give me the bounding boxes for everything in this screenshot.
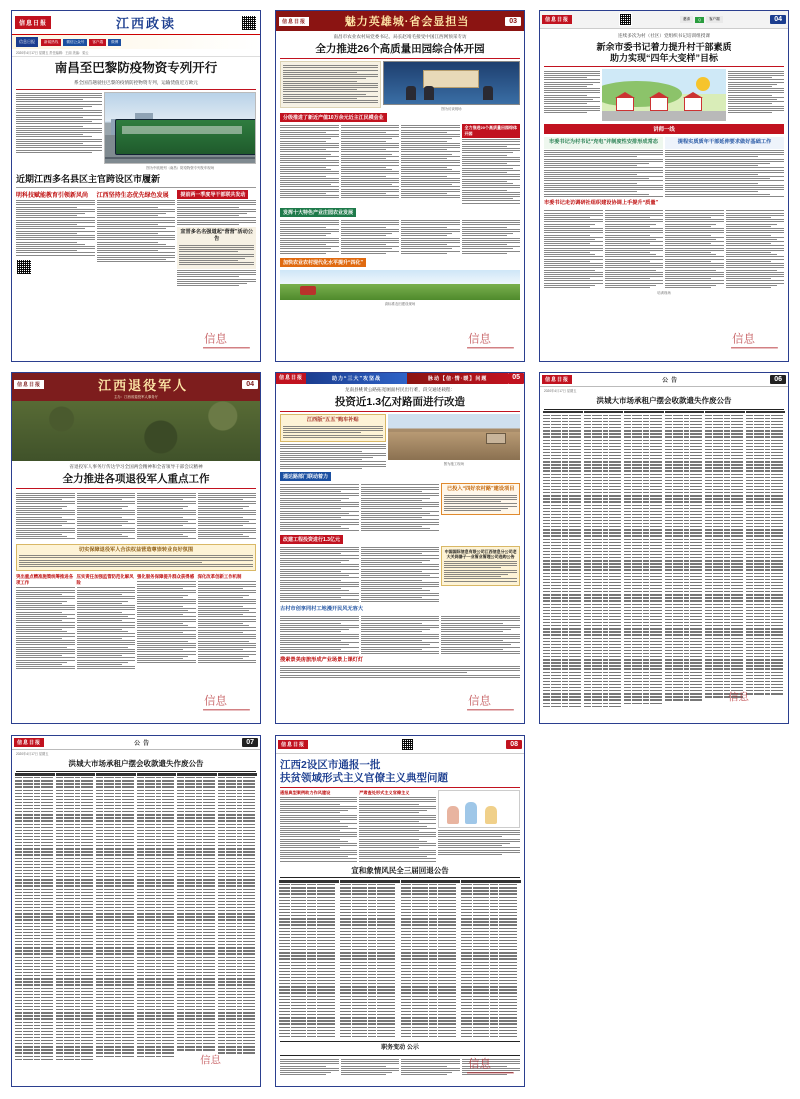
table-column	[543, 411, 583, 709]
table-row	[543, 519, 583, 521]
table-row	[543, 433, 583, 435]
table-row	[543, 572, 583, 574]
page-cell-3	[532, 6, 796, 368]
qr-code-icon[interactable]	[619, 13, 632, 26]
bottom-notice: 职务变动 公示	[381, 1045, 419, 1052]
table-row	[543, 693, 583, 695]
sub-head-3: 深化改革创新工作机制	[197, 574, 242, 580]
watermark-logo	[198, 1048, 250, 1074]
svg-text:信息: 信息	[468, 333, 491, 346]
sub-head-0: 分级推进了新近产值10万余元近主江民模会业	[280, 113, 387, 122]
masthead-sub: 主办：江西省退役军人事务厅	[113, 395, 159, 400]
newspaper-page-1[interactable]	[11, 10, 261, 362]
table-row	[543, 547, 583, 549]
page-cell-5	[268, 368, 532, 730]
table-row	[543, 523, 583, 525]
page-cell-7	[4, 731, 268, 1093]
side-head-1: 江西坚持生态优先绿色发展	[96, 192, 169, 199]
table-row	[543, 455, 583, 457]
sub-head-0: 市委书记为村书记“充电”并制度性安排形成常态	[549, 139, 658, 146]
table-row	[543, 448, 583, 450]
table-row	[543, 461, 583, 463]
newspaper-page-6[interactable]	[539, 372, 789, 724]
body-col-3	[177, 200, 256, 225]
kicker: 省退役军人事务厅传达学习全国两会精神和全省领导干部会议精神	[69, 464, 203, 470]
table-row	[543, 464, 583, 466]
table-row	[543, 560, 583, 562]
table-row	[543, 563, 583, 565]
sub-head-1: 提程实质质年干部延伸要求做好基础工作	[677, 139, 772, 146]
table-row	[543, 467, 583, 469]
table-row	[543, 609, 583, 611]
table-row	[543, 430, 583, 432]
qr-code-icon[interactable]	[241, 15, 257, 31]
secondary-headline: 近期江西多名县区主官跨设区市履新	[16, 173, 161, 184]
page-number: 04	[242, 380, 258, 389]
sub-head-5: 搜索景美房旅形成产业场景上课灯灯	[280, 657, 364, 664]
table-row	[543, 640, 583, 642]
watermark-logo	[202, 327, 254, 353]
table-row	[543, 674, 583, 676]
watermark-logo	[726, 685, 778, 711]
table-column	[177, 773, 217, 1061]
newspaper-page-5[interactable]	[275, 372, 525, 724]
sub-head-1: 已投入“四好农村路”建设项目	[446, 486, 515, 493]
body-col-1	[16, 200, 95, 256]
table-row	[543, 507, 583, 509]
page-number: 06	[770, 375, 786, 384]
notice-title: 宣和象情风民全三届回退公告	[351, 865, 449, 875]
table-row	[15, 777, 55, 779]
nav-item-2[interactable]: 客户端	[706, 16, 723, 23]
banner-title: 魅力英雄城·省会显担当	[344, 16, 470, 28]
watermark-logo	[466, 689, 518, 715]
band-left: 助力“三大”攻坚战	[306, 373, 407, 384]
table-row	[543, 541, 583, 543]
banner-2	[276, 11, 524, 31]
page-title: 全力推进各项退役军人重点工作	[62, 473, 210, 486]
table-row	[543, 458, 583, 460]
page-title: 新余市委书记着力提升村干部素质	[596, 41, 732, 52]
table-row	[543, 501, 583, 503]
train-photo	[104, 92, 256, 164]
table-row	[543, 532, 583, 534]
body-col-3	[401, 125, 460, 198]
page-title-line2: 扶贫领域形式主义官僚主义典型问题	[280, 771, 448, 784]
table-row	[543, 628, 583, 630]
page-cell-empty	[532, 731, 796, 1093]
table-row	[543, 699, 583, 701]
table-row	[543, 634, 583, 636]
supplement-title: 江西退役军人	[98, 378, 189, 394]
column-head-0: 提前两一季度导干部联共发动	[177, 190, 248, 199]
photo-caption: 图为中欧班列（南昌）防疫物资专列发车现场	[146, 165, 215, 170]
table-row	[543, 659, 583, 661]
lead-text-column	[16, 93, 102, 153]
table-row	[543, 439, 583, 441]
table-row	[543, 414, 583, 416]
table-row	[543, 510, 583, 512]
sub-head-0: 通达路部门联动着力	[280, 472, 331, 481]
table-row	[543, 476, 583, 478]
table-column	[96, 773, 136, 1061]
photo-caption: 培训现场	[657, 291, 671, 296]
bottom-caption: 高标准农田建设现场	[384, 302, 416, 307]
paper-flag: 信息日报	[15, 16, 51, 29]
photo-caption: 图为施工现场	[443, 462, 464, 467]
top-nav[interactable]	[680, 16, 723, 23]
body-col-4	[462, 139, 521, 203]
nav-item-3[interactable]: 微博	[108, 39, 121, 46]
page-title-line2: 助力实现“四年大变样”目标	[609, 53, 718, 64]
table-column	[15, 773, 55, 1061]
page-number: 04	[770, 15, 786, 24]
table-row	[543, 603, 583, 605]
brand-band	[12, 35, 260, 49]
page-cell-2	[268, 6, 532, 368]
table-column	[665, 411, 705, 709]
table-row	[543, 656, 583, 658]
table-row	[543, 622, 583, 624]
table-row	[543, 690, 583, 692]
newspaper-page-3[interactable]	[539, 10, 789, 362]
table-row	[543, 485, 583, 487]
svg-text:信息: 信息	[204, 695, 227, 708]
table-row	[543, 473, 583, 475]
newspaper-page-7[interactable]	[11, 735, 261, 1087]
table-column	[137, 773, 177, 1061]
notice-box	[177, 227, 256, 269]
table-row	[543, 544, 583, 546]
table-row	[543, 662, 583, 664]
sub-head-1: 压实责任加强监管防范化解风险	[76, 574, 134, 586]
paper-flag: 信息日报	[14, 738, 44, 747]
page-title: 投资近1.3亿对路面进行改造	[334, 396, 466, 409]
svg-text:信息: 信息	[732, 333, 755, 346]
sub-head-2: 市委书记走访调研社组织建设协调上手提升“质量”	[544, 199, 659, 206]
table-row	[543, 606, 583, 608]
newspaper-page-2[interactable]	[275, 10, 525, 362]
village-illustration	[602, 69, 727, 121]
table-row	[543, 489, 583, 491]
qr-code-icon[interactable]	[401, 738, 414, 751]
promo-title: 江西版“五五”购车补贴	[306, 417, 359, 424]
sub-head-4: 古村市创享同村工地漫开民风无容大	[280, 605, 364, 612]
body-col-2	[97, 200, 176, 262]
page-title: 全力推进26个高质量田园综合体开园	[315, 42, 485, 55]
masthead-4	[12, 373, 260, 401]
table-row	[543, 492, 583, 494]
page-title: 洪城大市场承租户摆会收款遗失作废公告	[596, 396, 732, 406]
svg-text:信息: 信息	[468, 1058, 491, 1071]
body-col-4	[177, 270, 256, 286]
farmland-photo	[280, 270, 520, 300]
paper-flag: 信息日报	[278, 740, 308, 749]
announcement-table	[12, 773, 260, 1061]
table-column	[746, 411, 786, 709]
table-row	[543, 671, 583, 673]
table-row	[543, 653, 583, 655]
camo-banner-photo	[12, 401, 260, 461]
body-col-2	[341, 125, 400, 198]
table-row	[543, 581, 583, 583]
band-right: 脉动【信·情·暖】问题	[407, 373, 508, 384]
sub-head-3: 加快农业农村现代化水平提升“四化”	[280, 258, 366, 267]
table-row	[543, 526, 583, 528]
photo-caption: 图为访谈现场	[441, 107, 462, 112]
table-row	[543, 588, 583, 590]
table-row	[543, 600, 583, 602]
svg-text:信息: 信息	[200, 1055, 221, 1067]
table-row	[543, 513, 583, 515]
interview-photo	[383, 61, 520, 105]
body-col-1	[280, 125, 339, 198]
table-row	[543, 643, 583, 645]
table-row	[543, 612, 583, 614]
page-cell-1	[4, 6, 268, 368]
table-column	[624, 411, 664, 709]
watermark-logo	[466, 1052, 518, 1078]
paper-flag: 信息日报	[542, 375, 572, 384]
watermark-logo	[466, 327, 518, 353]
newspaper-page-4[interactable]	[11, 372, 261, 724]
editorial-cartoon	[438, 790, 520, 828]
qr-code-icon-footer[interactable]	[16, 259, 32, 275]
nav-links[interactable]	[41, 39, 121, 46]
table-row	[543, 427, 583, 429]
table-row	[543, 683, 583, 685]
column-head-1: 宣晋多名名强道起“营营”活动公告	[180, 229, 253, 243]
table-row	[543, 424, 583, 426]
page-title: 江西2设区市通报一批	[280, 758, 381, 771]
side-head-0: 明科技赋能教育引领新风尚	[16, 192, 89, 199]
section-ribbon: 讲师一线	[544, 124, 784, 134]
kicker: 南昌市农业农村局党委书记、局长赵靖毛接受中国江西网预采专访	[333, 34, 467, 39]
table-row	[543, 575, 583, 577]
table-row	[543, 470, 583, 472]
table-row	[543, 482, 583, 484]
table-row	[543, 535, 583, 537]
table-row	[543, 550, 583, 552]
page-title: 南昌至巴黎防疫物资专列开行	[54, 61, 218, 75]
sub-head-0: 通报典型案例助力作风建设	[280, 789, 331, 795]
nav-item-2[interactable]: 客户端	[89, 39, 106, 46]
table-row	[543, 417, 583, 419]
highlight-box	[16, 544, 256, 572]
banner-note: 切实保障退役军人合法权益营造尊崇转业良好氛围	[78, 546, 194, 553]
sub-head-2: 强化服务保障提升群众获得感	[137, 574, 195, 580]
table-row	[543, 687, 583, 689]
table-row	[543, 569, 583, 571]
table-row	[543, 702, 583, 704]
table-row	[543, 618, 583, 620]
sub-head-2: 发挥十大特色产业庄园农业发展	[280, 208, 356, 217]
search-icon[interactable]: Q	[695, 17, 704, 23]
table-column	[584, 411, 624, 709]
table-column	[56, 773, 96, 1061]
table-row	[543, 578, 583, 580]
table-row	[543, 584, 583, 586]
nav-item-0[interactable]: 新闻热线	[41, 39, 61, 46]
dateline: 2020年4月17日 星期五	[544, 389, 577, 394]
table-row	[543, 696, 583, 698]
lead-text-column	[283, 65, 378, 103]
announcement-table	[540, 411, 788, 709]
kicker: 连续多次为村（社区）党组织书记培训组授课	[618, 33, 710, 38]
brand-badge: 信息日报	[16, 37, 38, 47]
table-row	[543, 554, 583, 556]
page-number: 08	[506, 740, 522, 749]
table-column	[218, 773, 258, 1061]
table-row	[543, 445, 583, 447]
nav-item-1[interactable]: 微信公众号	[63, 39, 87, 46]
sub-head-1: 严肃查处形式主义官僚主义	[359, 789, 410, 795]
svg-text:信息: 信息	[204, 333, 227, 346]
dateline: 2020年4月17日 星期五	[16, 751, 49, 756]
table-row	[543, 591, 583, 593]
page-cell-6	[532, 368, 796, 730]
table-row	[543, 420, 583, 422]
table-row	[543, 615, 583, 617]
table-row	[543, 442, 583, 444]
table-row	[543, 557, 583, 559]
newspaper-page-8[interactable]	[275, 735, 525, 1087]
table-row	[543, 631, 583, 633]
section-tag: 公告	[134, 740, 153, 747]
section-tag: 公告	[662, 378, 681, 385]
table-row	[543, 625, 583, 627]
masthead-1	[12, 11, 260, 35]
svg-text:信息: 信息	[728, 692, 749, 704]
table-row	[543, 566, 583, 568]
table-row	[543, 668, 583, 670]
table-row	[543, 680, 583, 682]
nav-item-0[interactable]: 邀请	[680, 16, 693, 23]
table-row	[543, 705, 583, 707]
table-row	[543, 451, 583, 453]
table-row	[543, 597, 583, 599]
sub-head-1: 全力推进20个高质量田园综体开园	[462, 124, 521, 138]
kicker: 龙南县桃黄公路拓宽厕面村民出行难，段交通述载程：	[344, 387, 456, 393]
body-col-2	[728, 71, 784, 114]
paper-flag: 信息日报	[542, 15, 572, 24]
table-row	[543, 646, 583, 648]
table-row	[543, 677, 583, 679]
table-row	[543, 649, 583, 651]
table-row	[543, 665, 583, 667]
page-cell-4	[4, 368, 268, 730]
sub-head-2: 改建工程投资进行1.3亿元	[280, 535, 343, 544]
page-cell-8	[268, 731, 532, 1093]
table-row	[543, 436, 583, 438]
table-row	[543, 479, 583, 481]
body-col-1	[544, 71, 600, 114]
page-title: 洪城大市场承租户摆会收款遗失作废公告	[68, 758, 204, 768]
empty-slot	[539, 735, 789, 1087]
table-row	[543, 504, 583, 506]
subheadline: 系全国首趟驶往巴黎的疫情防控物资专列，运输货值近万欧元	[73, 79, 199, 85]
page-number: 05	[508, 373, 524, 384]
svg-text:信息: 信息	[468, 695, 491, 708]
watermark-logo	[730, 327, 782, 353]
table-row	[543, 637, 583, 639]
table-row	[543, 495, 583, 497]
table-row	[543, 594, 583, 596]
table-column	[705, 411, 745, 709]
table-row	[543, 498, 583, 500]
table-row	[543, 529, 583, 531]
road-construction-photo	[388, 414, 520, 460]
watermark-logo	[202, 689, 254, 715]
paper-flag: 信息日报	[14, 380, 44, 389]
table-row	[543, 538, 583, 540]
table-row	[543, 516, 583, 518]
dateline: 2020年4月17日 星期五 责任编辑：王丽 美编：梁云	[12, 49, 260, 57]
sub-head-0: 突出重点精准施策统筹推进各项工作	[16, 574, 74, 586]
page-number: 03	[505, 17, 521, 26]
section-title: 江西政读	[116, 16, 177, 31]
sub-head-3: 中国国际信息有限公司江西信息分公司老大关网器子一业管业管理公司选购公告	[444, 548, 517, 560]
paper-flag: 信息日报	[276, 373, 306, 384]
page-number: 07	[242, 738, 258, 747]
paper-flag: 信息日报	[279, 17, 309, 26]
